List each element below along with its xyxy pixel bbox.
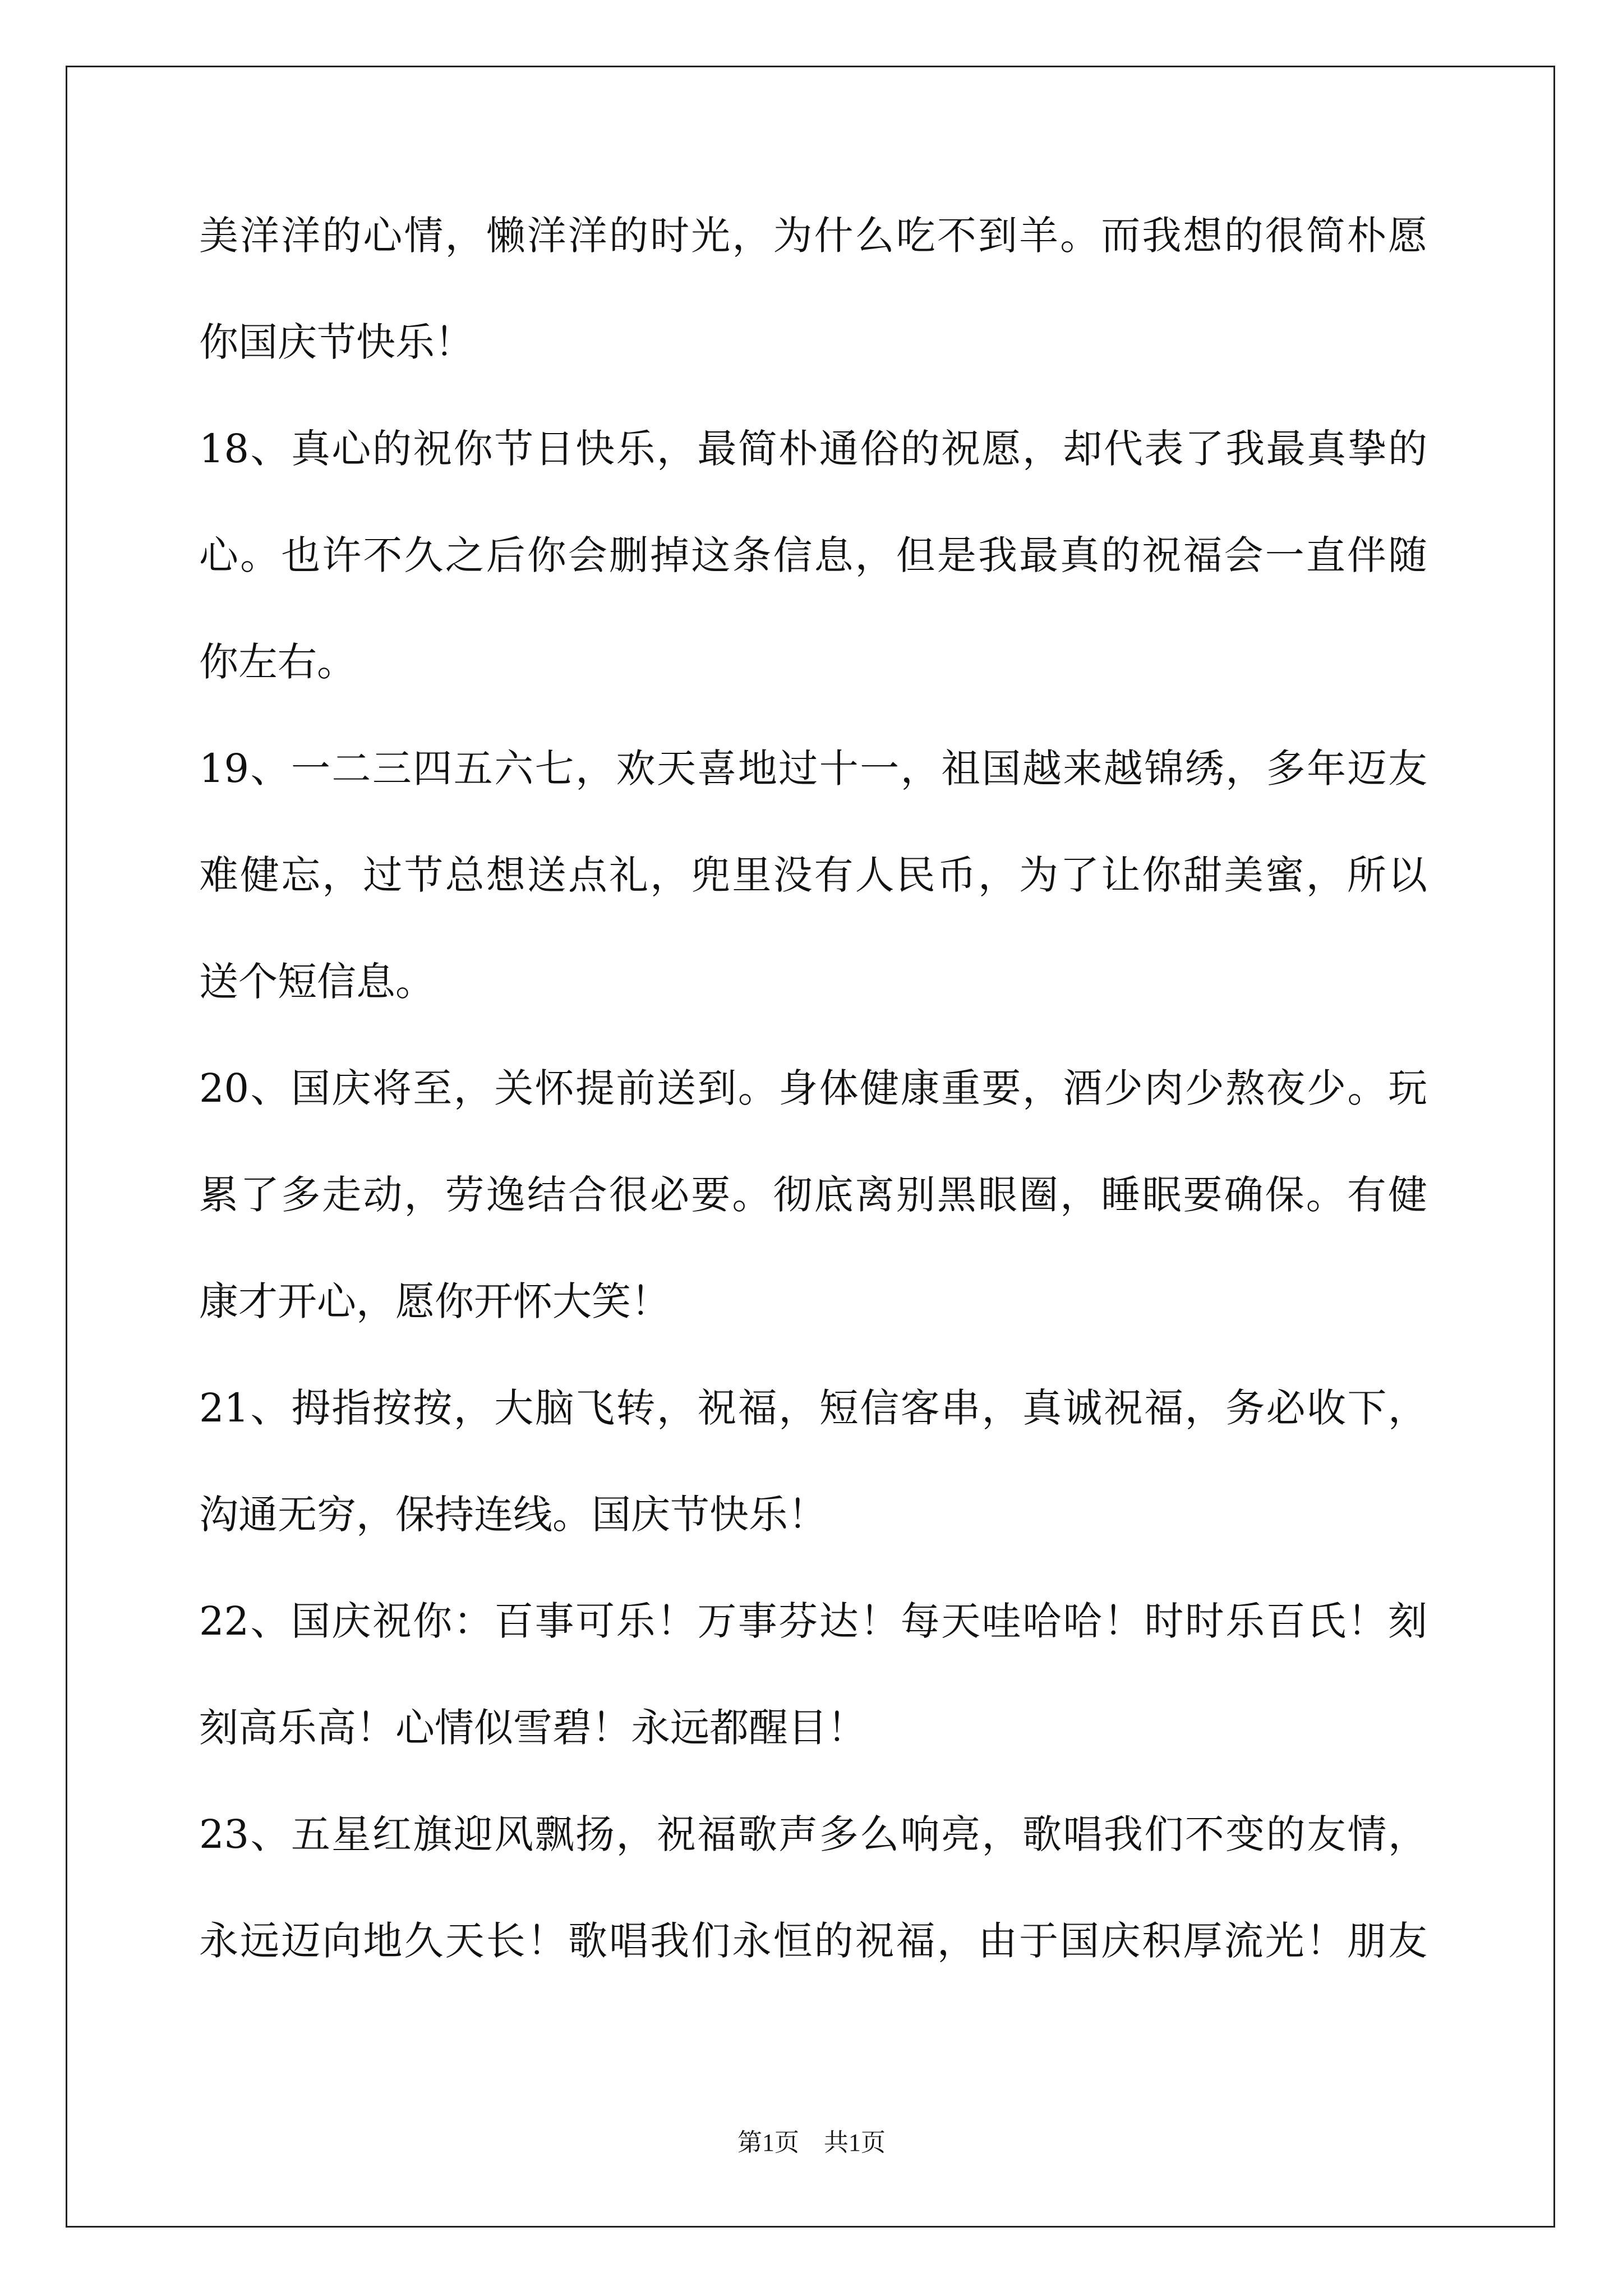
text-line: 你左右。 <box>199 639 356 685</box>
text-line: 21、拇指按按，大脑飞转，祝福，短信客串，真诚祝福，务必收下， <box>199 1385 1427 1431</box>
page-footer <box>0 2126 1623 2160</box>
text-line: 23、五星红旗迎风飘扬，祝福歌声多么响亮，歌唱我们不变的友情， <box>199 1811 1427 1857</box>
text-line: 难健忘，过节总想送点礼，兜里没有人民币，为了让你甜美蜜，所以 <box>199 852 1427 898</box>
text-line: 19、一二三四五六七，欢天喜地过十一，祖国越来越锦绣，多年迈友 <box>199 746 1427 792</box>
text-line: 永远迈向地久天长！歌唱我们永恒的祝福，由于国庆积厚流光！朋友 <box>199 1918 1427 1964</box>
text-line: 康才开心，愿你开怀大笑！ <box>199 1278 670 1324</box>
text-line: 美洋洋的心情，懒洋洋的时光，为什么吃不到羊。而我想的很简朴愿 <box>199 213 1427 259</box>
text-line: 你国庆节快乐！ <box>199 319 474 365</box>
text-line: 刻高乐高！心情似雪碧！永远都醒目！ <box>199 1705 866 1751</box>
page-number-current: 第1页 <box>737 2129 799 2156</box>
text-line: 18、真心的祝你节日快乐，最简朴通俗的祝愿，却代表了我最真挚的 <box>199 426 1427 472</box>
page-border <box>66 66 1555 2228</box>
text-line: 送个短信息。 <box>199 959 435 1005</box>
text-line: 沟通无穷，保持连线。国庆节快乐！ <box>199 1492 827 1538</box>
text-line: 20、国庆将至，关怀提前送到。身体健康重要，酒少肉少熬夜少。玩 <box>199 1065 1427 1111</box>
text-line: 心。也许不久之后你会删掉这条信息，但是我最真的祝福会一直伴随 <box>199 532 1427 578</box>
text-line: 22、国庆祝你：百事可乐！万事芬达！每天哇哈哈！时时乐百氏！刻 <box>199 1598 1427 1644</box>
page-number-total: 共1页 <box>824 2129 886 2156</box>
text-line: 累了多走动，劳逸结合很必要。彻底离别黑眼圈，睡眠要确保。有健 <box>199 1172 1427 1218</box>
